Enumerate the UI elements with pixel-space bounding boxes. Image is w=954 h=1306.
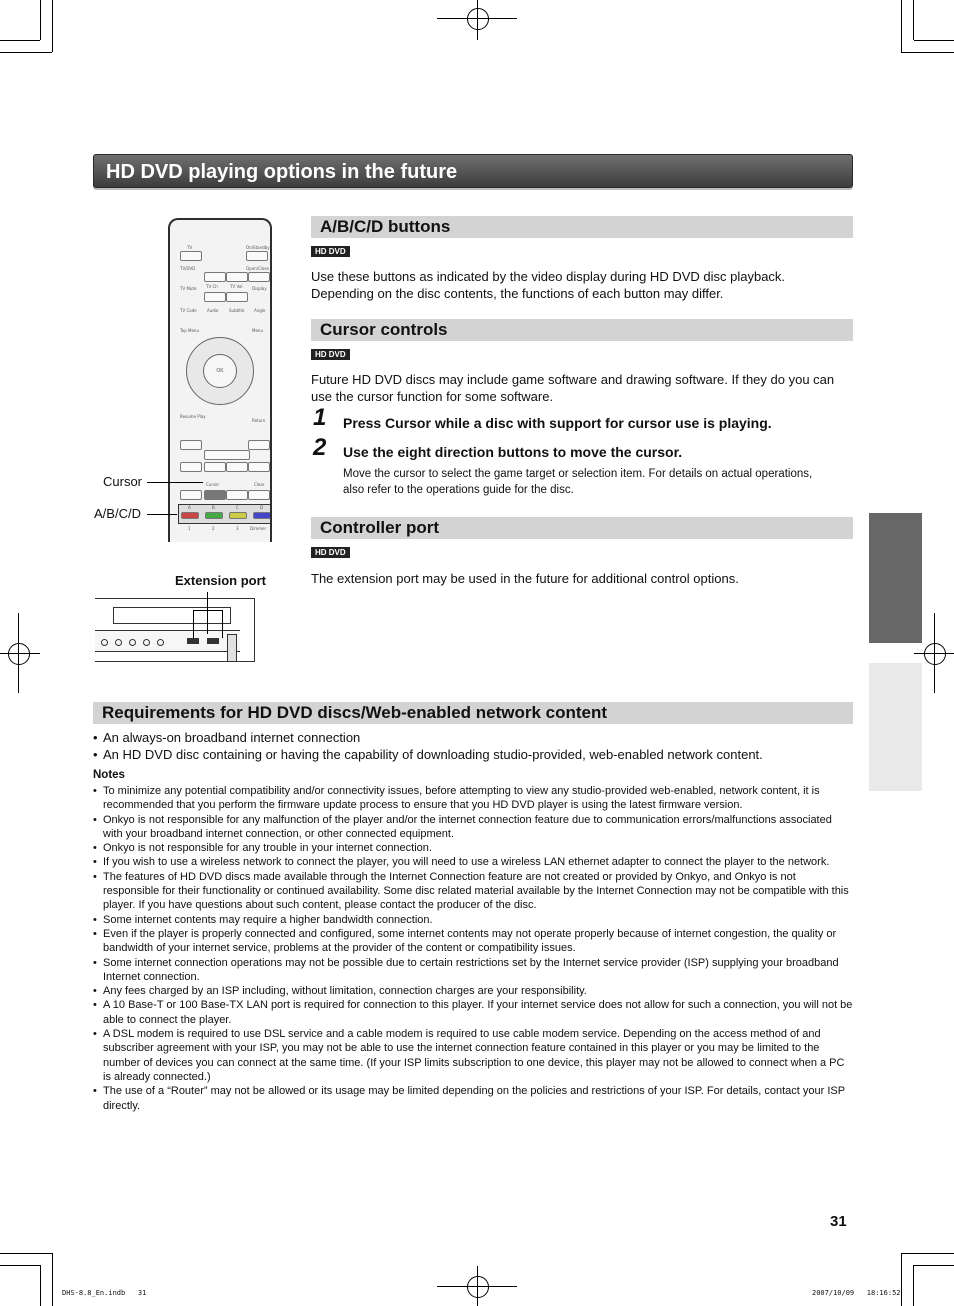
front-button (129, 639, 136, 646)
crop-mark (0, 1253, 52, 1254)
crop-mark (0, 40, 40, 41)
remote-label-tvdvd: TV/DVD (180, 266, 196, 271)
list-item: • Some internet connection operations may not be possible due to certain restrictions set by the Internet service provider (ISP) supplying your broadband Internet connection. (93, 956, 853, 985)
remote-button (180, 490, 202, 500)
open-close-button (248, 272, 270, 282)
remote-button (226, 272, 248, 282)
step-2-detail: Move the cursor to select the game target or selection item. For details on actual operations, also refer to the operations guide for the disc. (343, 468, 813, 496)
crop-mark (901, 1253, 902, 1306)
list-item: • Some internet contents may require a higher bandwidth connection. (93, 913, 853, 927)
list-item: • Any fees charged by an ISP including, without limitation, connection charges are your responsibility. (93, 984, 853, 998)
hd-dvd-badge: HD DVD (311, 246, 350, 257)
callout-line (147, 514, 177, 515)
page-title: HD DVD playing options in the future (93, 154, 853, 188)
step-number: 1 (313, 404, 327, 431)
crop-mark (0, 1265, 40, 1266)
player-front-illustration (95, 598, 255, 662)
remote-label-audio: Audio (207, 308, 219, 313)
crop-mark (18, 613, 19, 693)
step-1-text: Press Cursor while a disc with support for cursor use is playing. (343, 415, 772, 431)
remote-label-subtitle: Subtitle (229, 308, 245, 313)
remote-label-c: C (236, 505, 239, 510)
hd-dvd-badge: HD DVD (311, 547, 350, 558)
remote-label-cursor: Cursor (206, 482, 220, 487)
player-knob (227, 634, 237, 662)
remote-button (180, 440, 202, 450)
remote-label-a: A (188, 505, 191, 510)
cursor-heading: Cursor controls (311, 319, 853, 341)
requirements-list (93, 729, 853, 763)
b-button (205, 512, 223, 519)
remote-label-resume-play: Resume Play (180, 414, 206, 419)
list-item: • An always-on broadband internet connection (93, 729, 853, 746)
remote-label-tv-ch: TV Ch (206, 284, 218, 289)
side-tab-light (869, 663, 922, 791)
callout-line (222, 610, 223, 638)
tv-power-button (180, 251, 202, 261)
remote-label-tv-vol: TV Vol (230, 284, 243, 289)
a-button (181, 512, 199, 519)
crop-mark (52, 0, 53, 52)
extension-port (207, 638, 219, 644)
abcd-heading: A/B/C/D buttons (311, 216, 853, 238)
remote-label-dimmer: Dimmer (250, 526, 267, 531)
crop-mark (52, 1253, 53, 1306)
remote-label-menu: Menu (252, 328, 263, 333)
remote-button (180, 462, 202, 472)
crop-mark (914, 1265, 954, 1266)
extension-port (187, 638, 199, 644)
step-2-text: Use the eight direction buttons to move the cursor. (343, 444, 683, 460)
registration-mark (467, 1276, 489, 1298)
crop-mark (901, 1253, 954, 1254)
remote-label-2: 2 (212, 526, 215, 531)
ok-button: OK (203, 354, 237, 388)
registration-mark (8, 643, 30, 665)
remote-button (204, 292, 226, 302)
side-tab-dark (869, 513, 922, 643)
registration-mark (467, 8, 489, 30)
remote-label-b: B (212, 505, 215, 510)
crop-mark (913, 1265, 914, 1306)
remote-button (226, 490, 248, 500)
cursor-description: Future HD DVD discs may include game software and drawing software. If they do you can use the cursor function for some software. (311, 372, 835, 404)
controller-heading: Controller port (311, 517, 853, 539)
crop-mark (477, 1266, 478, 1306)
remote-button (226, 292, 248, 302)
list-item: • The use of a “Router” may not be allowed or its usage may be limited depending on the policies and restrictions of your ISP. For details, contact your ISP directly. (93, 1084, 853, 1113)
d-button (253, 512, 271, 519)
front-button (115, 639, 122, 646)
callout-line (147, 482, 203, 483)
abcd-callout-label: A/B/C/D (94, 506, 141, 521)
crop-mark (0, 52, 52, 53)
list-item: • Even if the player is properly connected and configured, some internet contents may not operate properly because of internet congestion, the quality or bandwidth of your internet service, problems at the provider of the content or compatibility issues. (93, 927, 853, 956)
cursor-button (204, 490, 226, 500)
crop-mark (477, 0, 478, 40)
remote-button (204, 272, 226, 282)
remote-label-top-menu: Top Menu (180, 328, 200, 333)
crop-mark (914, 40, 954, 41)
front-button (157, 639, 164, 646)
list-item: • If you wish to use a wireless network to connect the player, you will need to use a wireless LAN ethernet adapter to connect the player to the network. (93, 855, 853, 869)
front-button (143, 639, 150, 646)
list-item: • An HD DVD disc containing or having the capability of downloading studio-provided, web-enabled network content. (93, 746, 853, 763)
crop-mark (913, 0, 914, 40)
list-item: • A 10 Base-T or 100 Base-TX LAN port is required for connection to this player. If your internet service does not allow for such a connection, you will not be able to connect the player. (93, 998, 853, 1027)
remote-label-clear: Clear (254, 482, 265, 487)
step-number: 2 (313, 434, 327, 461)
standby-button (246, 251, 268, 261)
remote-label-tv: TV (187, 245, 193, 250)
controller-description: The extension port may be used in the future for additional control options. (311, 571, 739, 586)
crop-mark (934, 613, 935, 693)
callout-line (207, 592, 208, 634)
remote-label-open-close: Open/Close (246, 266, 269, 271)
crop-mark (40, 0, 41, 40)
crop-mark (40, 1265, 41, 1306)
remote-label-return: Return (252, 418, 266, 423)
list-item: • Onkyo is not responsible for any malfunction of the player and/or the internet connection feature due to communication errors/malfunctions associated with your broadband internet connection, or other connected equipment. (93, 813, 853, 842)
remote-button (226, 462, 248, 472)
crop-mark (0, 653, 40, 654)
cursor-callout-label: Cursor (103, 474, 143, 489)
list-item: • The features of HD DVD discs made available through the Internet Connection feature are not created or provided by Onkyo, and Onkyo is not responsible for their functionality or continued availability. Some disc related material available by the Internet Connection may not be compatible with this player. If you have questions about such content, please contact the producer of the disc. (93, 870, 853, 913)
list-item: • Onkyo is not responsible for any trouble in your internet connection. (93, 841, 853, 855)
remote-label-d: D (260, 505, 264, 510)
remote-label-tv-mute: TV Mute (180, 286, 197, 291)
abcd-description: Use these buttons as indicated by the video display during HD DVD disc playback. Depending on the disc contents, the functions of each button may differ. (311, 269, 786, 301)
footer-date: 2007/10/09 18:16:52 (812, 1289, 901, 1297)
list-item: • A DSL modem is required to use DSL service and a cable modem is required to use cable modem service. Depending on the access method of and subscriber agreement with your ISP, you may not be able to use the internet connection feature contained in this player or you may be limited to the number of devices you can connect at the same time. (If your ISP limits subscription to one device, this player may not be allowed to connect when a PC is already connected.) (93, 1027, 853, 1084)
callout-line (193, 610, 223, 611)
remote-label-tv-code: TV Code (180, 308, 197, 313)
requirements-heading: Requirements for HD DVD discs/Web-enabled network content (93, 702, 853, 724)
remote-label-on-standby: On/Standby (246, 245, 270, 250)
remote-label-1: 1 (188, 526, 191, 531)
remote-label-3: 3 (236, 526, 239, 531)
remote-button (248, 462, 270, 472)
front-button (101, 639, 108, 646)
remote-button (248, 440, 270, 450)
c-button (229, 512, 247, 519)
extension-port-label: Extension port (175, 573, 267, 588)
remote-label-angle: Angle (254, 308, 266, 313)
crop-mark (901, 0, 902, 52)
notes-title: Notes (93, 769, 125, 781)
remote-control-illustration (168, 218, 272, 542)
notes-list (93, 784, 853, 1113)
page-number: 31 (830, 1213, 847, 1230)
footer-file: DHS-8.8_En.indb 31 (62, 1289, 147, 1297)
crop-mark (901, 52, 954, 53)
play-button (204, 450, 250, 460)
remote-button (248, 490, 270, 500)
hd-dvd-badge: HD DVD (311, 349, 350, 360)
list-item: • To minimize any potential compatibility and/or connectivity issues, before attempting to view any studio-provided web-enabled, network content, it is recommended that you perform the firmware update process to ensure that you HD DVD player is using the latest firmware version. (93, 784, 853, 813)
callout-line (193, 610, 194, 638)
remote-button (204, 462, 226, 472)
registration-mark (924, 643, 946, 665)
remote-label-display: Display (252, 286, 267, 291)
